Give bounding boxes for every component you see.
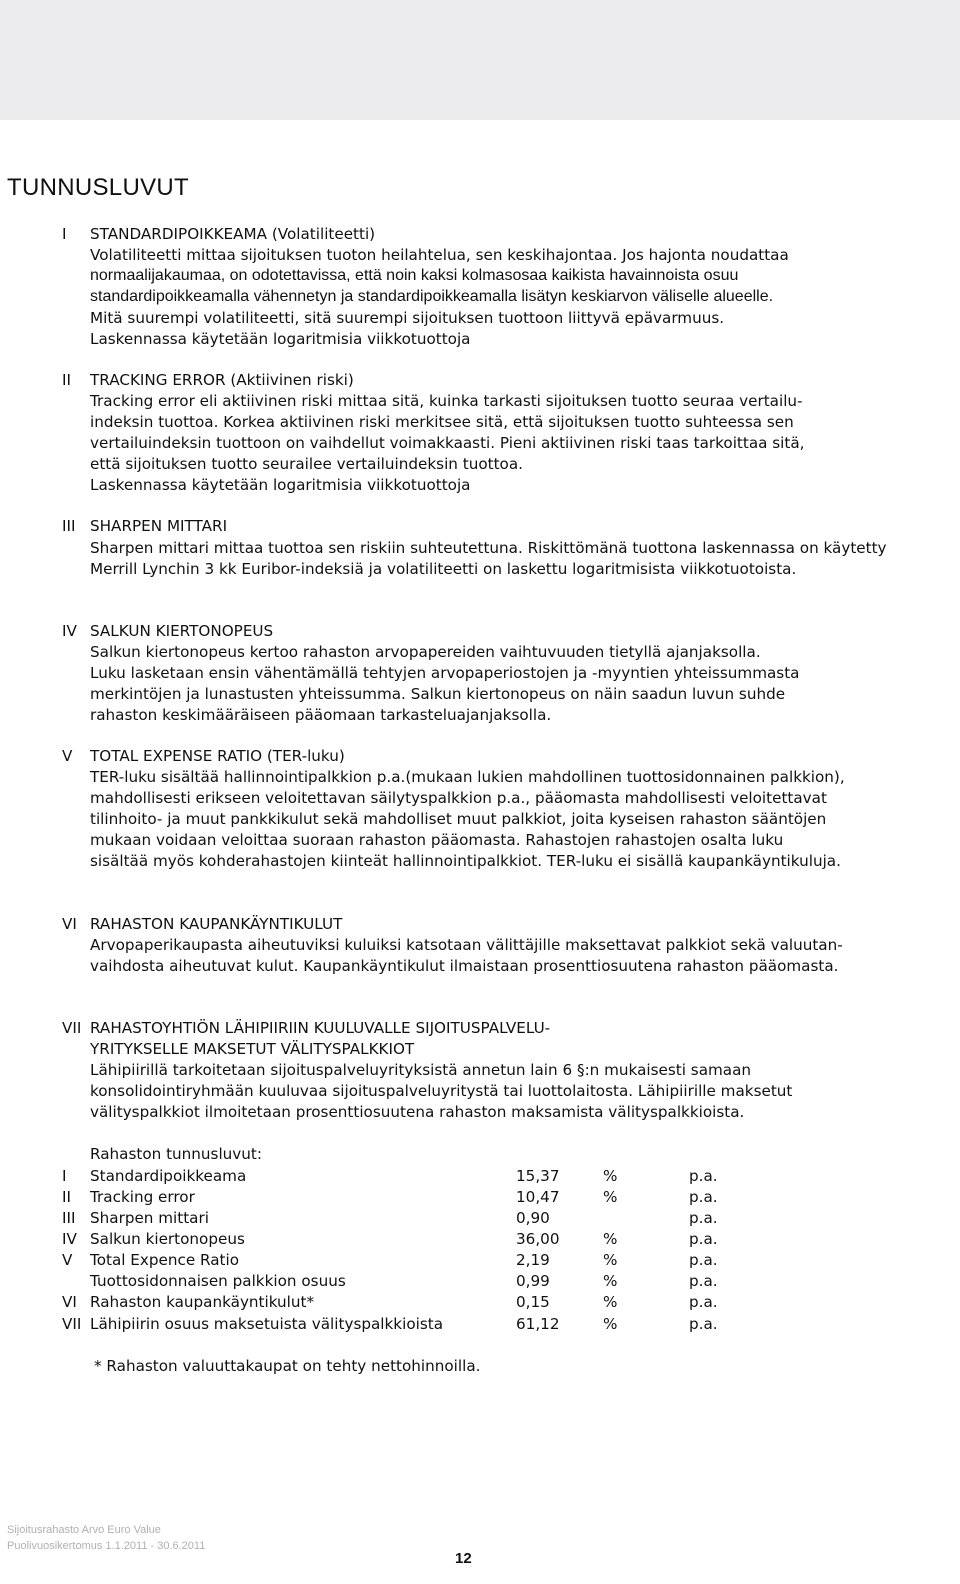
row-value: 0,99 (516, 1272, 550, 1290)
section-text-line: rahaston keskimääräiseen pääomaan tarkasteluajanjaksolla. (90, 706, 552, 724)
section-text-line: Mitä suurempi volatiliteetti, sitä suurempi sijoituksen tuottoon liittyvä epävarmuus. (90, 309, 725, 327)
row-numeral: I (62, 1167, 67, 1185)
row-label: Standardipoikkeama (90, 1167, 247, 1185)
page-title: TUNNUSLUVUT (7, 174, 189, 201)
table-row (0, 1208, 960, 1229)
row-numeral: IV (62, 1230, 77, 1248)
section-heading: TRACKING ERROR (Aktiivinen riski) (90, 371, 354, 389)
row-period: p.a. (689, 1251, 718, 1269)
row-period: p.a. (689, 1230, 718, 1248)
section-text-line: indeksin tuottoa. Korkea aktiivinen riski merkitsee sitä, että sijoituksen tuotto suhteessa sen (90, 413, 794, 431)
row-value: 61,12 (516, 1315, 560, 1333)
table-row (0, 1250, 960, 1271)
row-label: Tuottosidonnaisen palkkion osuus (90, 1272, 346, 1290)
section-text-line: että sijoituksen tuotto seurailee vertailuindeksin tuottoa. (90, 455, 523, 473)
section-text-line: tilinhoito- ja muut pankkikulut sekä mahdolliset muut palkkiot, joita kyseisen rahaston sääntöjen (90, 810, 827, 828)
row-value: 36,00 (516, 1230, 560, 1248)
footer-report-period: Puolivuosikertomus 1.1.2011 - 30.6.2011 (7, 1540, 206, 1552)
row-value: 15,37 (516, 1167, 560, 1185)
top-header-band (0, 0, 960, 120)
table-row (0, 1229, 960, 1250)
section-heading-continued: YRITYKSELLE MAKSETUT VÄLITYSPALKKIOT (90, 1040, 415, 1058)
section-text-line: TER-luku sisältää hallinnointipalkkion p.a.(mukaan lukien mahdollinen tuottosidonnainen palkkion), (90, 768, 845, 786)
row-unit: % (603, 1188, 618, 1206)
table-row (0, 1292, 960, 1313)
section-numeral: II (62, 371, 71, 389)
row-numeral: VI (62, 1293, 77, 1311)
row-label: Lähipiirin osuus maksetuista välityspalkkioista (90, 1315, 444, 1333)
section-numeral: III (62, 517, 76, 535)
table-row (0, 1314, 960, 1335)
row-period: p.a. (689, 1167, 718, 1185)
footer-fund-name: Sijoitusrahasto Arvo Euro Value (7, 1524, 161, 1536)
section-heading: RAHASTON KAUPANKÄYNTIKULUT (90, 915, 343, 933)
section-heading: TOTAL EXPENSE RATIO (TER-luku) (90, 747, 345, 765)
row-value: 0,90 (516, 1209, 550, 1227)
section-text-line: normaalijakaumaa, on odotettavissa, että noin kaksi kolmasosaa kaikista havainnoista osuu (90, 267, 739, 284)
row-unit: % (603, 1293, 618, 1311)
section-numeral: VII (62, 1019, 82, 1037)
row-period: p.a. (689, 1188, 718, 1206)
section-text-line: Laskennassa käytetään logaritmisia viikkotuottoja (90, 330, 471, 348)
section-text-line: standardipoikkeamalla vähennetyn ja standardipoikkeamalla lisätyn keskiarvon väliselle alueelle. (90, 288, 774, 305)
section-text-line: Arvopaperikaupasta aiheutuviksi kuluiksi katsotaan välittäjille maksettavat palkkiot sekä valuutan- (90, 936, 843, 954)
section-text-line: Volatiliteetti mittaa sijoituksen tuoton heilahtelua, sen keskihajontaa. Jos hajonta noudattaa (90, 246, 789, 264)
row-period: p.a. (689, 1315, 718, 1333)
row-numeral: II (62, 1188, 71, 1206)
section-heading: RAHASTOYHTIÖN LÄHIPIIRIIN KUULUVALLE SIJOITUSPALVELU- (90, 1019, 551, 1037)
section-text-line: Luku lasketaan ensin vähentämällä tehtyjen arvopaperiostojen ja -myyntien yhteissummasta (90, 664, 800, 682)
row-period: p.a. (689, 1293, 718, 1311)
section-heading: STANDARDIPOIKKEAMA (Volatiliteetti) (90, 225, 376, 243)
section-text-line: Lähipiirillä tarkoitetaan sijoituspalveluyrityksistä annetun lain 6 §:n mukaisesti samaan (90, 1061, 752, 1079)
row-unit: % (603, 1315, 618, 1333)
section-text-line: sisältää myös kohderahastojen kiinteät hallinnointipalkkiot. TER-luku ei sisällä kaupankäyntikuluja. (90, 852, 841, 870)
row-value: 2,19 (516, 1251, 550, 1269)
table-row (0, 1187, 960, 1208)
section-text-line: mukaan voidaan veloittaa suoraan rahaston pääomasta. Rahastojen rahastojen osalta luku (90, 831, 784, 849)
row-period: p.a. (689, 1209, 718, 1227)
section-text-line: Sharpen mittari mittaa tuottoa sen riskiin suhteutettuna. Riskittömänä tuottona laskennassa on käytetty (90, 539, 887, 557)
row-label: Tracking error (90, 1188, 195, 1206)
key-figures-heading: Rahaston tunnusluvut: (90, 1145, 262, 1163)
section-numeral: I (62, 225, 67, 243)
section-text-line: Tracking error eli aktiivinen riski mittaa sitä, kuinka tarkasti sijoituksen tuotto seuraa vertailu- (90, 392, 803, 410)
footnote: * Rahaston valuuttakaupat on tehty nettohinnoilla. (94, 1357, 481, 1375)
section-text-line: vaihdosta aiheutuvat kulut. Kaupankäyntikulut ilmaistaan prosenttiosuutena rahaston pääomasta. (90, 957, 839, 975)
section-numeral: V (62, 747, 73, 765)
section-numeral: VI (62, 915, 77, 933)
table-row (0, 1271, 960, 1292)
row-value: 0,15 (516, 1293, 550, 1311)
table-row (0, 1166, 960, 1187)
section-heading: SHARPEN MITTARI (90, 517, 228, 535)
section-text-line: vertailuindeksin tuottoon on vaihdellut voimakkaasti. Pieni aktiivinen riski taas tarkoittaa sitä, (90, 434, 805, 452)
section-heading: SALKUN KIERTONOPEUS (90, 622, 274, 640)
section-text-line: mahdollisesti erikseen veloitettavan säilytyspalkkion p.a., pääomasta mahdollisesti veloitettavat (90, 789, 827, 807)
section-text-line: konsolidointiryhmään kuuluvaa sijoituspalveluyritystä tai luottolaitosta. Lähipiirille maksetut (90, 1082, 793, 1100)
row-numeral: V (62, 1251, 73, 1269)
row-period: p.a. (689, 1272, 718, 1290)
row-unit: % (603, 1251, 618, 1269)
section-text-line: välityspalkkiot ilmoitetaan prosenttiosuutena rahaston maksamista välityspalkkioista. (90, 1103, 745, 1121)
row-unit: % (603, 1230, 618, 1248)
section-text-line: Salkun kiertonopeus kertoo rahaston arvopapereiden vaihtuvuuden tietyllä ajanjaksolla. (90, 643, 761, 661)
page-number: 12 (455, 1550, 472, 1567)
row-numeral: VII (62, 1315, 82, 1333)
section-text-line: Merrill Lynchin 3 kk Euribor-indeksiä ja volatiliteetti on laskettu logaritmisista viikkotuotoista. (90, 560, 797, 578)
section-text-line: merkintöjen ja lunastusten yhteissumma. Salkun kiertonopeus on näin saadun luvun suhde (90, 685, 786, 703)
row-label: Salkun kiertonopeus (90, 1230, 245, 1248)
row-label: Rahaston kaupankäyntikulut* (90, 1293, 315, 1311)
section-numeral: IV (62, 622, 77, 640)
row-label: Sharpen mittari (90, 1209, 209, 1227)
row-unit: % (603, 1272, 618, 1290)
row-unit: % (603, 1167, 618, 1185)
row-label: Total Expence Ratio (90, 1251, 240, 1269)
row-numeral: III (62, 1209, 76, 1227)
row-value: 10,47 (516, 1188, 560, 1206)
section-text-line: Laskennassa käytetään logaritmisia viikkotuottoja (90, 476, 471, 494)
